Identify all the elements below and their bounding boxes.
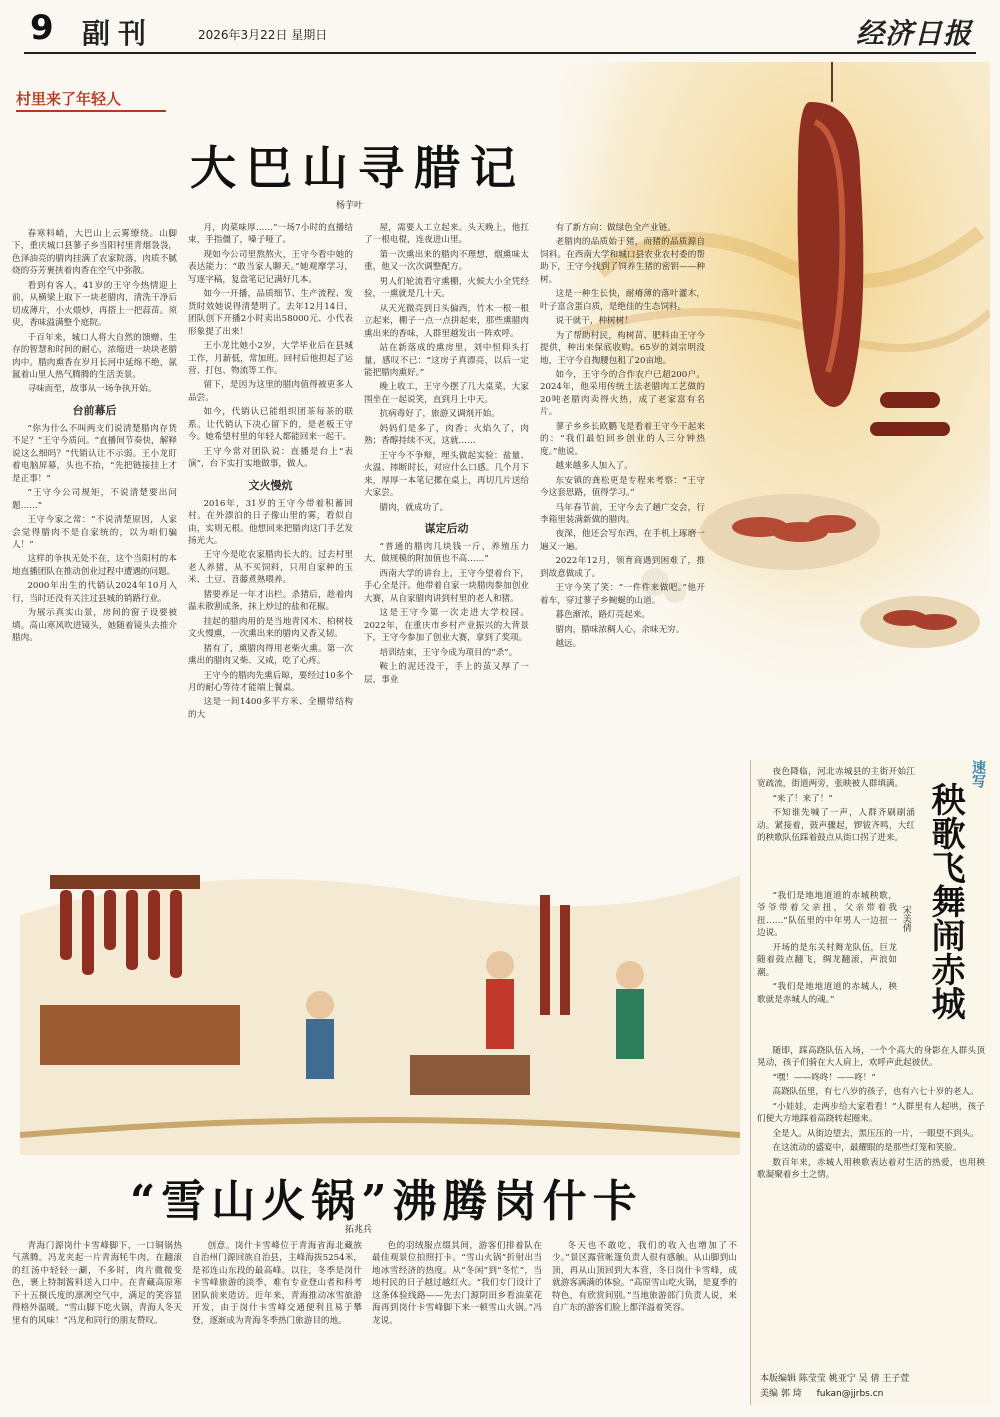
contact-email[interactable]: fukan@jjrbs.cn (816, 1389, 884, 1400)
paragraph: 王守今的腊肉先熏后晾，要经过10多个月的耐心等待才能端上餐桌。 (188, 670, 353, 693)
paragraph: 第一次熏出来的腊肉不理想，烟熏味太重，他又一次次调整配方。 (364, 249, 529, 273)
paragraph: 在这流动的盛宴中，最耀眼的是那些灯笼和笑脸。 (772, 1143, 962, 1154)
subheading: 台前幕后 (72, 403, 117, 417)
paragraph: 西南大学的讲台上，王守今望着台下，手心全是汗。他带着自家一块腊肉参加创业大赛，从自家腊肉讲到村里的老人和猪。 (364, 568, 529, 604)
side-story-headline (925, 782, 969, 1029)
paragraph: “王守今公司规矩，不说清楚要出问题……” (12, 488, 177, 511)
paragraph: 这是一间1400多平方米、全棚带结构的大 (188, 697, 353, 720)
side-story-badge (968, 760, 992, 792)
badge-text: 速写 (970, 760, 986, 788)
paragraph: 王守今常对团队说：直播是台上“表演”，台下实打实地做事，做人。 (188, 446, 353, 470)
paragraph: 如今一开播，品质细节、生产流程、发货时效她说得清楚明了。去年12月14日，团队创下开播2小时卖出58000元、小代表形象提了出来！ (188, 289, 353, 337)
paragraph: 如今，代销认已能组织团茶每茶的联系。让代销认下决心留下的，是老板王守今。她希望村里的年轻人都能回来一起干。 (188, 407, 353, 443)
paragraph: 腊肉，就成功了。 (379, 502, 449, 513)
paragraph: 月，肉菜味厚……”一场7小时的直播结束，手指僵了，嗓子哑了。 (188, 223, 353, 246)
paragraph: 为了帮助村民，构树苗、肥料由王守今提供，种出来保底收购。65岁的刘宗明没地，王守今自掏腰包租了20亩地。 (540, 330, 705, 366)
bottom-column-1 (12, 1240, 182, 1408)
editors-line: 本版编辑 陈莹莹 姚亚宁 吴 倩 王子萱 (760, 1374, 910, 1384)
paragraph: 晚上收工，王守今摆了几大桌菜，大家围坐在一起说笑，直到月上中天。 (364, 382, 529, 405)
paragraph: “我们是地地道道的赤城人，秧歌就是赤城人的魂。” (757, 982, 897, 1005)
paragraph: 屋，需要人工立起来。头天晚上，他扛了一根电棍，连夜进山里。 (364, 223, 529, 246)
paragraph: 猪要养足一年才出栏。杀猪后，趁着肉温未散割成条，抹上炒过的盐和花椒。 (188, 589, 353, 613)
paragraph: “小娃娃，走两步给大家看看！”人群里有人起哄，孩子们便大方地踩着高跷转起圈来。 (757, 1101, 985, 1125)
paragraph: 男人们轮流看守熏棚，火候大小全凭经验，一熏就是几十天。 (364, 276, 529, 300)
paragraph: 腊肉，腊味浓稠人心，余味无穷。 (555, 624, 685, 635)
paragraph: 蓼子乡乡长欧鹏飞是看着王守今干起来的：“我们最怕回乡创业的人三分钟热度。”他说。 (540, 421, 705, 457)
issue-date: 2026年3月22日 星期日 (198, 28, 328, 42)
paragraph: 王守今家之常：“不说清楚原因，人家会觉得腊肉不是自家统的，以为咱们骗人！” (12, 515, 177, 550)
bottom-column-4 (552, 1240, 737, 1408)
newspaper-logo: 经济日报 (855, 17, 972, 50)
paragraph: 从天光微亮到日头偏西，竹木一根一根立起来，棚子一点一点拼起来，那些熏腊肉熏出来的香味，人群里越发出一阵欢呼。 (364, 303, 529, 339)
paragraph: “嘿！——咚咚！——咚！” (772, 1072, 876, 1083)
paragraph: 随即，踩高跷队伍入场，一个个高大的身影在人群头顶晃动，孩子们骑在大人肩上，欢呼声此起彼伏。 (757, 1046, 985, 1069)
paragraph: 马年春节前，王守今去了趟广交会，行李箱里装满新做的腊肉。 (540, 502, 705, 525)
paragraph: 越来越多人加入了。 (555, 461, 633, 472)
paragraph: 冬天也不敢吃，我们的收入也增加了不少。”景区露营帐篷负责人很有感触。从山脚到山顶，再从山顶回到大本营，冬日岗什卡雪峰，成就游客满满的体验。“高原雪山吃火锅，是夏季的特色，有欣赏间别。”当地旅游部门负责人说，来自广东的游客们脸上都洋溢着笑容。 (552, 1241, 737, 1314)
paragraph: 王守今笑了笑：“一件件来做吧。”他开着车，穿过蓼子乡蜿蜒的山道。 (540, 583, 705, 606)
paragraph: 为展示真实山景，房间的窗子设要被填。高山寒风吹进镜头，她随着镜头去推介腊肉。 (12, 608, 177, 644)
paragraph: 王小龙比她小2岁，大学毕业后在县城工作，月薪低，常加班。回村后他担起了运营、打包、物流等工作。 (188, 341, 353, 376)
main-column-1 (12, 228, 177, 828)
paragraph: 春寒料峭，大巴山上云雾缭绕。山脚下，重庆城口县蓼子乡当阳村里青烟袅袅，色泽油亮的腊肉挂满了农家院落，肉质不腻烧的芬芳裹挟着肉香在空气中弥散。 (12, 229, 177, 277)
side-story-byline (900, 905, 914, 936)
main-column-3 (364, 222, 529, 828)
paragraph: “我们是地地道道的赤城秧歌，爷爷带着父亲扭，父亲带着我扭……”队伍里的中年男人一边扭一边说。 (757, 891, 897, 939)
main-column-2 (188, 222, 353, 828)
paragraph: 不知谁先喊了一声，人群齐刷刷涌动。紧接着，鼓声骤起，锣钹齐鸣，大红的秧歌队伍踩着鼓点从街口拐了进来。 (757, 808, 915, 844)
paragraph: 色的羽绒服点缀其间，游客们排着队在最佳观景位拍照打卡。“雪山火锅”折射出当地冰雪经济的热度。从“冬闲”到“冬忙”，当地村民的日子越过越红火。“我们专门设计了这条体验线路——先去门源阴田乡看油菜花海再到岗什卡雪峰脚下来一顿雪山火锅。”冯龙说。 (372, 1241, 542, 1326)
paragraph: 如今，王守今的合作农户已超200户。2024年，他采用传统土法老腊肉工艺做的20吨老腊肉卖得火热，成了老家富有名片。 (540, 369, 705, 418)
paragraph: 越远。 (555, 639, 582, 650)
bottom-byline: 拓兆兵 (345, 1225, 373, 1235)
paragraph: 这是一种生长快，耐瘠薄的落叶灌木，叶子富含蛋白质，是绝佳的生态饲料。 (540, 289, 705, 312)
paragraph: 站在新落成的熏房里，刘中恒仰头打量，感叹不已：“这房子真漂亮，以后一定能把腊肉熏好。” (364, 343, 529, 378)
subheading: 谋定后动 (424, 521, 469, 535)
paragraph: 现如今公司里熬熬火，王守今看中她的表达能力：“敢当家人聊天。”她观摩学习，写逐字稿，复盘笔记记满好几本。 (188, 249, 353, 285)
paragraph: 老腊肉的品质始于猪，而猪的品质源自饲料。在西南大学和城口县农业农村委的帮助下，王守今找到了饲养生猪的密钥——种树。 (540, 237, 705, 285)
paragraph: 2016年，31岁的王守今带着积蓄回村。在外漂泊的日子像山里的雾，看似自由，实则无根。他想回来把腊肉这门手艺发扬光大。 (188, 498, 353, 546)
paragraph: 暮色渐浓，路灯亮起来。 (555, 610, 651, 621)
column-tag: 村里来了年轻人 (16, 90, 122, 108)
paragraph: 2022年12月，领育商遇到困难了，推到故意做成了。 (540, 556, 705, 579)
main-column-4 (540, 222, 705, 828)
headline-text: 秧歌飞舞闹赤城 (925, 782, 966, 1020)
paragraph: 鞍上的泥还没干，手上的茧又厚了一层，事业 (364, 662, 529, 685)
paragraph: 全是人。从街边望去，黑压压的一片，一眼望不到头。 (772, 1128, 979, 1139)
paragraph: 抗病毒好了，旅游又调剂开始。 (379, 409, 500, 420)
paragraph: 看到有客人，41岁的王守今热情迎上前，从横梁上取下一块老腊肉，清洗干净后切成薄片，小火煨炒，再搭上一把蒜苗。须臾，香味溢满整个庭院。 (12, 280, 177, 329)
art-editor: 美编 郭 琦 (760, 1389, 802, 1400)
tag-underline (16, 110, 166, 112)
paragraph: “来了！来了！” (772, 793, 833, 804)
subheading: 文火慢炕 (248, 478, 293, 492)
paragraph: 数百年来，赤城人用秧歌表达着对生活的热爱，也用秧歌凝聚着乡土之情。 (757, 1157, 985, 1181)
bottom-column-3 (372, 1240, 542, 1408)
market-illustration (20, 835, 740, 1155)
paragraph: 说干就干，种树树！ (555, 316, 633, 327)
paragraph: 这样的争执无处不在，这个当阳村的本地直播团队在推动创业过程中遭遇的问题。 (12, 554, 177, 577)
side-column-mid (757, 890, 897, 1040)
paragraph: 青海门源岗什卡雪峰脚下，一口铜锅热气蒸腾。冯龙夹起一片青海牦牛肉，在翻滚的红汤中轻轻一涮，不多时，肉片微微变色，裹上特制酱料送入口中。在青藏高原寒下十五摄氏度的凛冽空气中，满足的笑容显得格外温暖。“雪山脚下吃火锅，青海人冬天里有的风味！”冯龙和同行的朋友赞叹。 (12, 1241, 182, 1326)
paragraph: 高跷队伍里，有七八岁的孩子，也有六七十岁的老人。 (772, 1087, 979, 1098)
paragraph: 挂起的腊肉用的是当地青冈木、柏树枝文火慢熏，一次熏出来的腊肉又香又韧。 (188, 616, 353, 640)
side-column-bottom (757, 1045, 985, 1365)
editor-credits (760, 1372, 990, 1403)
paragraph: 千百年来，城口人将大自然的馈赠、生存的智慧和时间的耐心，浓缩进一块块老腊肉中。腊肉熏香在岁月长河中延绵不绝，氤氲着山里人热气腾腾的生活美景。 (12, 332, 177, 380)
paragraph: 东安镇的龚松更是专程来考察：“王守今这套思路，值得学习。” (540, 475, 705, 499)
paragraph: 王守今是吃农家腊肉长大的。过去村里老人养猪，从不买饲料，只用自家种的玉米、土豆、苕藤煮熟喂养。 (188, 550, 353, 586)
masthead (0, 0, 1000, 58)
paragraph: “你为什么不叫两支们说清楚腊肉存货不足？”王守今质问。“直播间节奏快，解释说这么细吗？”代销认让不示弱。王小龙盯着电脑屏幕，头也不抬，“先把链接挂上才是正事！” (12, 423, 177, 484)
bottom-headline: “雪山火锅”沸腾岗什卡 (130, 1176, 643, 1227)
paragraph: 创意。岗什卡雪峰位于青海省海北藏族自治州门源回族自治县，主峰海拔5254米，是祁连山东段的最高峰。以往，冬季是岗什卡雪峰旅游的淡季，难有专业登山者和科考团队前来造访。近年来，青海推动冰雪旅游开发，由于岗什卡雪峰交通便利且易于攀登，逐渐成为青海冬季热门旅游目的地。 (192, 1241, 362, 1326)
paragraph: 夜深，他还会写东西，在手机上琢磨一遍又一遍。 (540, 529, 705, 552)
byline-text: 宋美倩 (900, 905, 911, 932)
paragraph: 培训结束，王守今成为项目的“杀”。 (379, 647, 518, 658)
main-byline: 杨芋叶 (336, 201, 364, 211)
main-headline: 大巴山寻腊记 (190, 141, 526, 195)
paragraph: 妈妈们是多了，肉香；火焰久了，肉熟；香醇持续不灭，这就…… (364, 423, 529, 447)
art-editor-line (760, 1387, 990, 1402)
paragraph: “普通的腊肉几块钱一斤，养殖压力大，做规模的附加值也不高……” (364, 541, 529, 565)
header-rule (24, 52, 976, 54)
section-name: 副刊 (82, 17, 155, 50)
paragraph: 有了新方向：做绿色全产业链。 (555, 223, 676, 233)
paragraph: 2000年出生的代销认2024年10月入行，当时还没有关注过县城的销路行业。 (12, 581, 177, 604)
paragraph: 开场的是东关村舞龙队伍，巨龙随着鼓点翻飞，绸龙翻滚，声浪如潮。 (757, 942, 897, 978)
paragraph: 留下，是因为这里的腊肉值得被更多人品尝。 (188, 380, 353, 403)
paragraph: 这是王守今第一次走进大学校园。2022年，在重庆市乡村产业振兴的大背景下，王守今参加了创业大赛，拿到了奖项。 (364, 608, 529, 644)
paragraph: 寻味而至，故事从一场争执开始。 (27, 384, 157, 395)
page-number: 9 (30, 8, 54, 48)
bottom-column-2 (192, 1240, 362, 1408)
paragraph: 猪有了，熏腊肉得用老柴火熏。第一次熏出的腊肉又柴、又咸，吃了心疼。 (188, 643, 353, 667)
paragraph: 王守今不争辩，埋头做起实验：盐量、火温、摔断时长，对应什么口感。几个月下来，厚厚一本笔记摞在桌上，再切几片送给大家尝。 (364, 450, 529, 499)
paragraph: 夜色降临，河北赤城县的主街开始江宽疏流，街道两旁，张映被人群填满。 (757, 767, 915, 790)
side-column-top (757, 766, 915, 884)
